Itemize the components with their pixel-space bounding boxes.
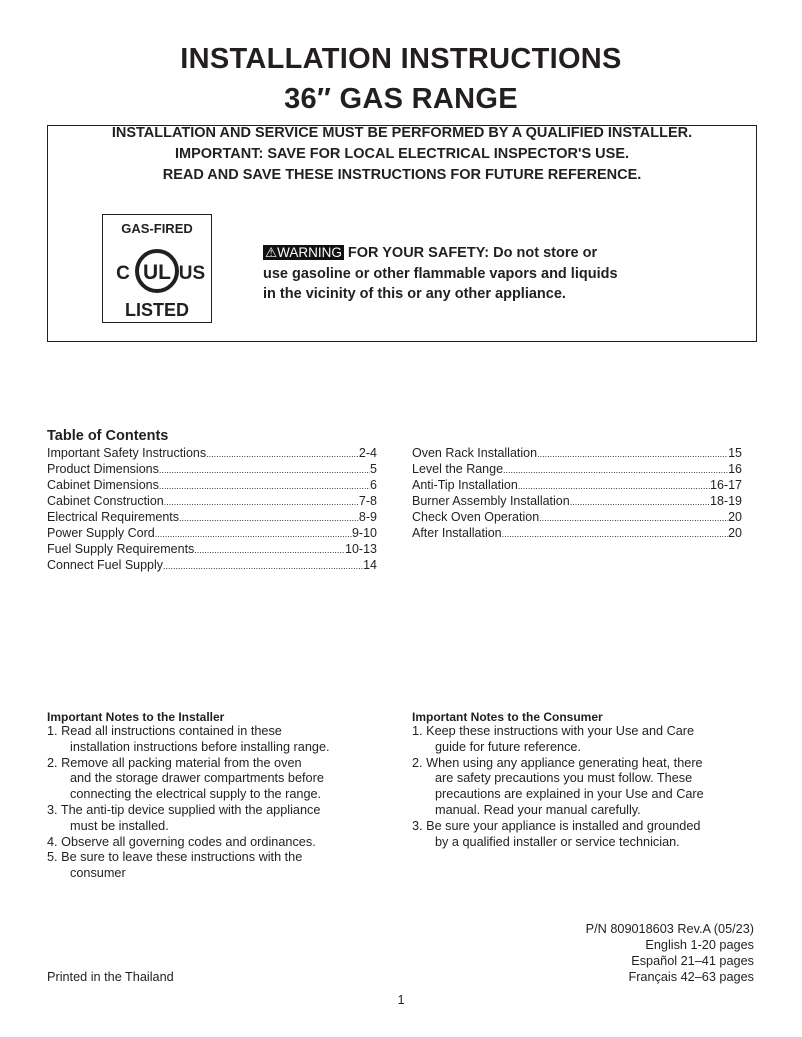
part-number-block	[586, 921, 754, 985]
language-pages: English 1-20 pages	[645, 938, 754, 952]
toc-entry[interactable]	[412, 461, 742, 477]
note-line: installation instructions before installing range.	[70, 739, 330, 754]
toc-entry[interactable]	[47, 509, 377, 525]
language-pages: Español 21–41 pages	[631, 954, 754, 968]
toc-entry[interactable]	[412, 525, 742, 541]
warning-line: ⚠WARNING FOR YOUR SAFETY: Do not store or	[265, 245, 598, 261]
toc-entry-page: 15	[728, 446, 742, 460]
note-line: consumer	[70, 866, 126, 881]
note-line: 2. When using any appliance generating heat, there	[412, 755, 703, 770]
toc-entry-page: 16	[728, 462, 742, 476]
note-line: manual. Read your manual carefully.	[435, 802, 641, 817]
installer-notes-heading: Important Notes to the Installer	[47, 710, 225, 724]
toc-leader-dots	[206, 445, 359, 461]
toc-leader-dots	[159, 477, 370, 493]
toc-heading: Table of Contents	[47, 428, 169, 444]
toc-entry-label: Connect Fuel Supply	[47, 558, 164, 572]
toc-leader-dots	[503, 461, 728, 477]
note-line: 1. Read all instructions contained in these	[47, 724, 282, 738]
toc-entry[interactable]	[412, 445, 742, 461]
toc-leader-dots	[164, 493, 359, 509]
ul-logo-left: C	[116, 263, 130, 284]
toc-entry-label: Anti-Tip Installation	[412, 478, 518, 492]
toc-entry-page: 20	[728, 510, 742, 524]
toc-entry-label: Check Oven Operation	[412, 510, 540, 524]
note-line: by a qualified installer or service technician.	[435, 834, 680, 849]
toc-leader-dots	[502, 525, 728, 541]
notice-line: READ AND SAVE THESE INSTRUCTIONS FOR FUTURE REFERENCE.	[162, 167, 642, 183]
toc-entry-page: 18-19	[710, 494, 742, 508]
warning-triangle-icon: ⚠	[265, 245, 278, 260]
toc-leader-dots	[539, 509, 728, 525]
note-line: 4. Observe all governing codes and ordinances.	[47, 834, 316, 849]
toc-entry-label: Cabinet Dimensions	[47, 478, 159, 492]
toc-entry[interactable]	[47, 525, 377, 541]
document-title: INSTALLATION INSTRUCTIONS	[180, 43, 622, 75]
toc-entry-page: 2-4	[358, 446, 377, 460]
consumer-notes	[412, 710, 704, 850]
toc-entry-page: 5	[370, 462, 377, 476]
toc-entry-label: Fuel Supply Requirements	[47, 542, 195, 556]
toc-leader-dots	[155, 525, 352, 541]
installer-notes	[47, 710, 330, 882]
toc-entry-label: Oven Rack Installation	[412, 446, 538, 460]
toc-leader-dots	[194, 541, 345, 557]
note-line: are safety precautions you must follow. These	[435, 771, 693, 786]
page-number: 1	[397, 993, 405, 1007]
toc-entry-label: Cabinet Construction	[47, 494, 164, 508]
ul-logo-top: GAS-FIRED	[121, 221, 193, 236]
note-line: 1. Keep these instructions with your Use and Care	[412, 724, 695, 738]
toc-entry-label: Burner Assembly Installation	[412, 494, 570, 508]
toc-entry-page: 7-8	[358, 494, 377, 508]
note-line: 3. Be sure your appliance is installed and grounded	[412, 818, 701, 833]
toc-entry-page: 20	[728, 526, 742, 540]
warning-badge: ⚠WARNING	[265, 245, 342, 260]
toc-entry-page: 9-10	[351, 526, 377, 540]
ul-listed-logo	[102, 214, 212, 323]
consumer-notes-heading: Important Notes to the Consumer	[412, 710, 603, 724]
toc-entry-label: Power Supply Cord	[47, 526, 155, 540]
toc-entry[interactable]	[412, 477, 742, 493]
toc-entry[interactable]	[47, 557, 377, 573]
note-line: 2. Remove all packing material from the oven	[47, 755, 302, 770]
toc-left-column	[47, 445, 377, 573]
note-line: precautions are explained in your Use and Care	[435, 787, 704, 802]
ul-logo-right: US	[178, 263, 206, 284]
toc-entry-page: 6	[370, 478, 377, 492]
toc-leader-dots	[570, 493, 710, 509]
note-line: must be installed.	[70, 818, 169, 833]
toc-leader-dots	[518, 477, 710, 493]
toc-entry[interactable]	[412, 493, 742, 509]
toc-entry-page: 8-9	[358, 510, 377, 524]
note-line: connecting the electrical supply to the range.	[70, 787, 322, 802]
toc-leader-dots	[537, 445, 728, 461]
document-subtitle: 36″ GAS RANGE	[284, 83, 518, 115]
toc-entry[interactable]	[47, 493, 377, 509]
toc-entry[interactable]	[412, 509, 742, 525]
toc-entry[interactable]	[47, 541, 377, 557]
toc-right-column	[412, 445, 742, 541]
note-line: and the storage drawer compartments before	[70, 771, 324, 786]
ul-logo-mark: UL	[143, 261, 171, 284]
toc-entry-label: Important Safety Instructions	[47, 446, 207, 460]
toc-entry[interactable]	[47, 445, 377, 461]
note-line: 5. Be sure to leave these instructions with the	[47, 850, 303, 865]
toc-entry-label: After Installation	[412, 526, 502, 540]
toc-entry-page: 14	[363, 558, 377, 572]
note-line: guide for future reference.	[435, 739, 581, 754]
toc-entry[interactable]	[47, 477, 377, 493]
toc-entry-label: Electrical Requirements	[47, 510, 179, 524]
notice-line: INSTALLATION AND SERVICE MUST BE PERFORMED BY A QUALIFIED INSTALLER.	[111, 125, 693, 141]
toc-entry-page: 16-17	[710, 478, 742, 492]
note-line: 3. The anti-tip device supplied with the appliance	[47, 802, 321, 817]
toc-entry[interactable]	[47, 461, 377, 477]
warning-line: in the vicinity of this or any other appliance.	[263, 286, 566, 302]
toc-leader-dots	[159, 461, 370, 477]
part-number: P/N 809018603 Rev.A (05/23)	[585, 922, 754, 936]
printed-in: Printed in the Thailand	[47, 970, 174, 984]
toc-entry-label: Product Dimensions	[47, 462, 159, 476]
language-pages: Français 42–63 pages	[628, 970, 754, 984]
toc-leader-dots	[179, 509, 359, 525]
warning-line: use gasoline or other flammable vapors and liquids	[263, 266, 618, 282]
ul-logo-bottom: LISTED	[124, 300, 190, 320]
toc-entry-page: 10-13	[345, 542, 377, 556]
toc-entry-label: Level the Range	[412, 462, 504, 476]
toc-leader-dots	[163, 557, 363, 573]
notice-line: IMPORTANT: SAVE FOR LOCAL ELECTRICAL INSPECTOR'S USE.	[174, 146, 630, 162]
